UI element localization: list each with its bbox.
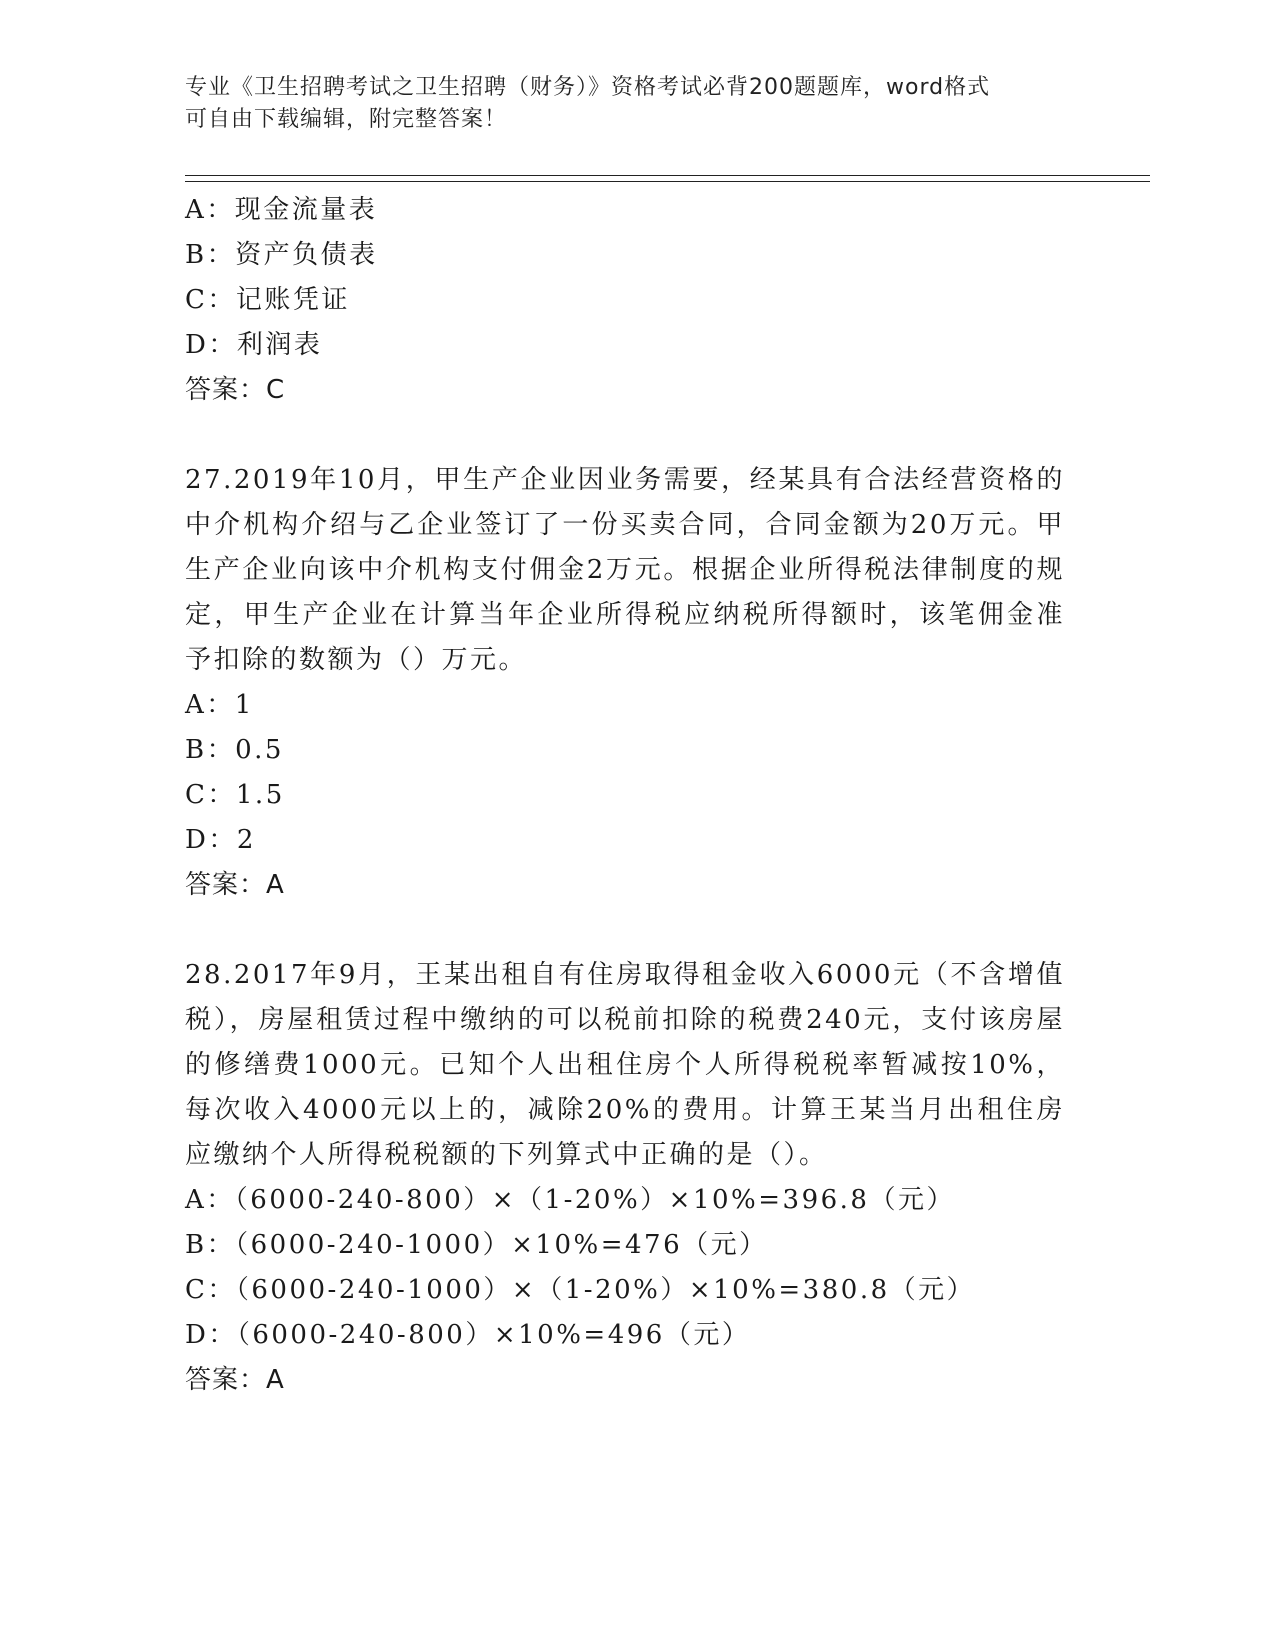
q28-option-b: B：（6000-240-1000）×10%=476（元） [185, 1230, 768, 1260]
q26-option-b: B：资产负债表 [185, 240, 378, 270]
spacer [185, 908, 1065, 953]
q28-option-c: C：（6000-240-1000）×（1-20%）×10%=380.8（元） [185, 1275, 976, 1305]
page-header [185, 72, 1065, 136]
q27-text: 27.2019年10月，甲生产企业因业务需要，经某具有合法经营资格的中介机构介绍与乙企业签订了一份买卖合同，合同金额为20万元。甲生产企业向该中介机构支付佣金2万元。根据企业所得税法律制度的规定，甲生产企业在计算当年企业所得税应纳税所得额时，该笔佣金准予扣除的数额为（）万元。 [185, 465, 1065, 675]
spacer [185, 413, 1065, 458]
q27-option-b: B：0.5 [185, 735, 284, 765]
header-divider-bottom [185, 181, 1150, 182]
q26-option-d: D：利润表 [185, 330, 323, 360]
q26-option-a: A：现金流量表 [185, 195, 378, 225]
q28-text: 28.2017年9月，王某出租自有住房取得租金收入6000元（不含增值税），房屋租赁过程中缴纳的可以税前扣除的税费240元，支付该房屋的修缮费1000元。已知个人出租住房个人所得税税率暂减按10%，每次收入4000元以上的，减除20%的费用。计算王某当月出租住房应缴纳个人所得税税额的下列算式中正确的是（）。 [185, 960, 1065, 1170]
header-line-2: 可自由下载编辑，附完整答案！ [185, 107, 508, 132]
header-line-1: 专业《卫生招聘考试之卫生招聘（财务）》资格考试必背200题题库，word格式 [185, 75, 991, 100]
header-divider-top [185, 175, 1150, 176]
question-26-block [185, 188, 1065, 413]
q26-answer: 答案：C [185, 375, 286, 405]
q27-answer: 答案：A [185, 870, 285, 900]
q26-option-c: C：记账凭证 [185, 285, 350, 315]
q27-option-a: A：1 [185, 690, 254, 720]
question-27-block [185, 458, 1065, 908]
q27-option-d: D：2 [185, 825, 256, 855]
question-content [185, 188, 1065, 1403]
q28-answer: 答案：A [185, 1365, 285, 1395]
q28-option-a: A：（6000-240-800）×（1-20%）×10%=396.8（元） [185, 1185, 955, 1215]
q28-option-d: D：（6000-240-800）×10%=496（元） [185, 1320, 751, 1350]
q27-option-c: C：1.5 [185, 780, 285, 810]
question-28-block [185, 953, 1065, 1403]
